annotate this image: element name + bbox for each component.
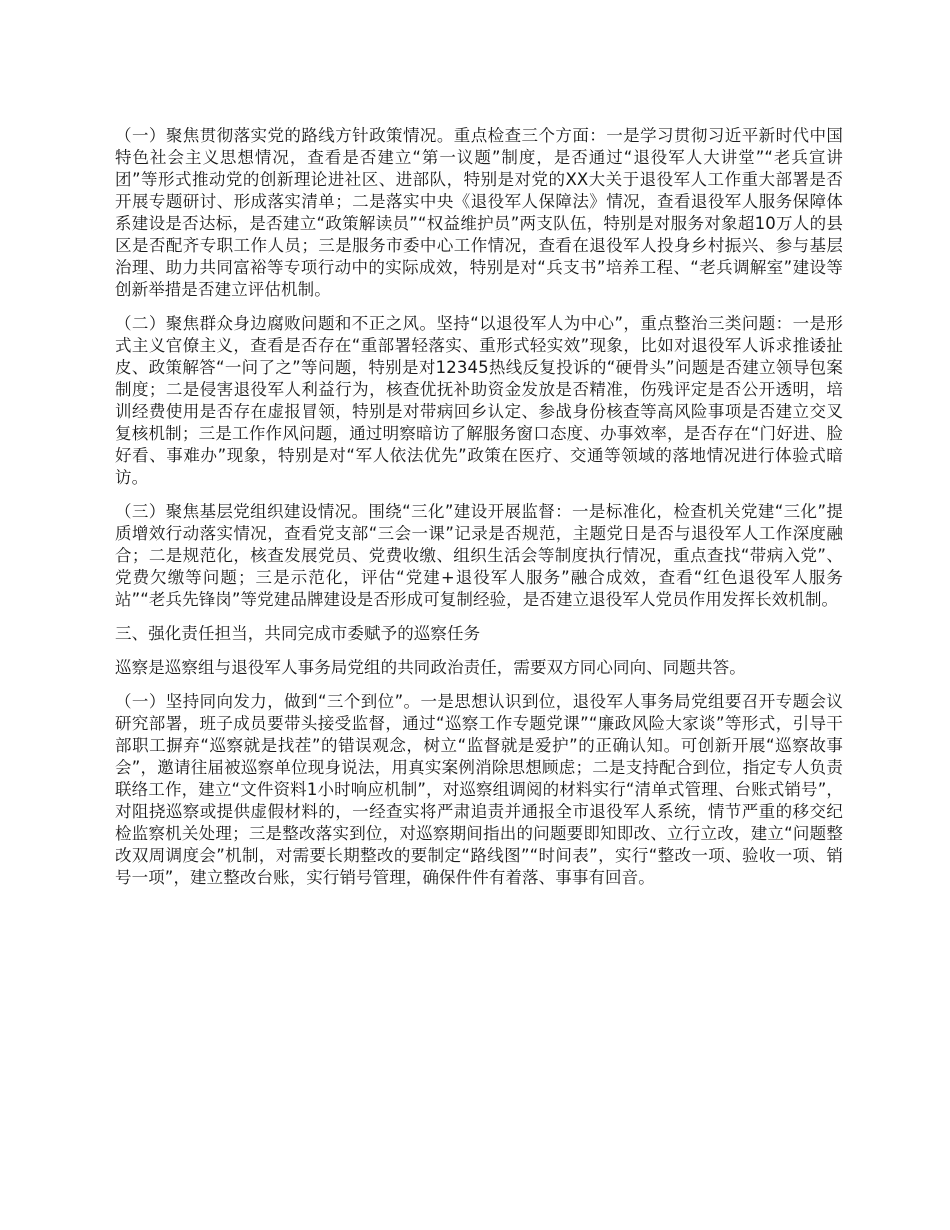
- paragraph-policy-implementation: （一）聚焦贯彻落实党的路线方针政策情况。重点检查三个方面：一是学习贯彻习近平新时代中国特色社会主义思想情况，查看是否建立“第一议题”制度，是否通过“退役军人大讲堂”“老兵宣讲团”等形式推动党的创新理论进社区、进部队，特别是对党的XX大关于退役军人工作重大部署是否开展专题研讨、形成落实清单；二是落实中央《退役军人保障法》情况，查看退役军人服务保障体系建设是否达标，是否建立“政策解读员”“权益维护员”两支队伍，特别是对服务对象超10万人的县区是否配齐专职工作人员；三是服务市委中心工作情况，查看在退役军人投身乡村振兴、参与基层治理、助力共同富裕等专项行动中的实际成效，特别是对“兵支书”培养工程、“老兵调解室”建设等创新举措是否建立评估机制。: [115, 126, 843, 299]
- paragraph-shared-responsibility: 巡察是巡察组与退役军人事务局党组的共同政治责任，需要双方同心同向、同题共答。: [115, 658, 746, 677]
- paragraph-three-in-place: （一）坚持同向发力，做到“三个到位”。一是思想认识到位，退役军人事务局党组要召开专题会议研究部署，班子成员要带头接受监督，通过“巡察工作专题党课”“廉政风险大家谈”等形式，引导干部职工摒弃“巡察就是找茬”的错误观念，树立“监督就是爱护”的正确认知。可创新开展“巡察故事会”，邀请往届被巡察单位现身说法，用真实案例消除思想顾虑；二是支持配合到位，指定专人负责联络工作，建立“文件资料1小时响应机制”，对巡察组调阅的材料实行“清单式管理、台账式销号”，对阻挠巡察或提供虚假材料的，一经查实将严肃追责并通报全市退役军人系统，情节严重的移交纪检监察机关处理；三是整改落实到位，对巡察期间指出的问题要即知即改、立行立改，建立“问题整改双周调度会”机制，对需要长期整改的要制定“路线图”“时间表”，实行“整改一项、验收一项、销号一项”，建立整改台账，实行销号管理，确保件件有着落、事事有回音。: [115, 692, 843, 887]
- document-page: [115, 125, 843, 901]
- paragraph-party-organization: （三）聚焦基层党组织建设情况。围绕“三化”建设开展监督：一是标准化，检查机关党建“三化”提质增效行动落实情况，查看党支部“三会一课”记录是否规范，主题党日是否与退役军人工作深度融合；二是规范化，核查发展党员、党费收缴、组织生活会等制度执行情况，重点查找“带病入党”、党费欠缴等问题；三是示范化，评估“党建+退役军人服务”融合成效，查看“红色退役军人服务站”“老兵先锋岗”等党建品牌建设是否形成可复制经验，是否建立退役军人党员作用发挥长效机制。: [115, 502, 843, 609]
- paragraph-corruption-issues: （二）聚焦群众身边腐败问题和不正之风。坚持“以退役军人为中心”，重点整治三类问题：一是形式主义官僚主义，查看是否存在“重部署轻落实、重形式轻实效”现象，比如对退役军人诉求推诿扯皮、政策解答“一问了之”等问题，特别是对12345热线反复投诉的“硬骨头”问题是否建立领导包案制度；二是侵害退役军人利益行为，核查优抚补助资金发放是否精准，伤残评定是否公开透明，培训经费使用是否存在虚报冒领，特别是对带病回乡认定、参战身份核查等高风险事项是否建立交叉复核机制；三是工作作风问题，通过明察暗访了解服务窗口态度、办事效率，是否存在“门好进、脸好看、事难办”现象，特别是对“军人依法优先”政策在医疗、交通等领域的落地情况进行体验式暗访。: [115, 314, 843, 487]
- section-heading-responsibility: 三、强化责任担当，共同完成市委赋予的巡察任务: [115, 624, 481, 643]
